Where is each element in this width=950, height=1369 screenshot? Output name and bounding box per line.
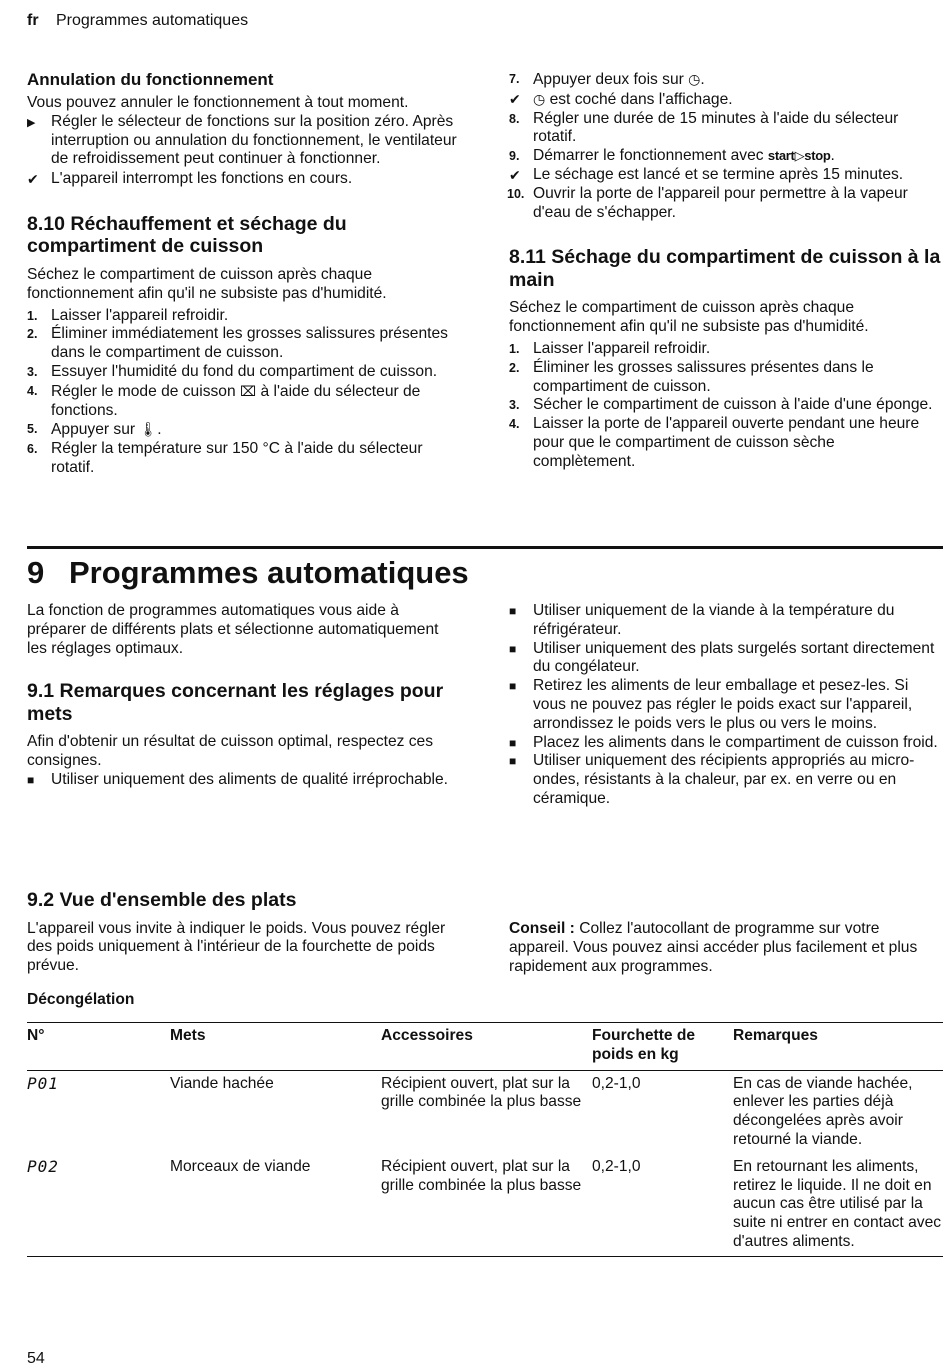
square-bullet-icon: ■ xyxy=(509,679,517,694)
section-9-1-intro: Afin d'obtenir un résultat de cuisson optimal, respectez ces consignes. xyxy=(27,733,434,770)
section-title-8-11: 8.11 Séchage du compartiment de cuisson à la main xyxy=(509,246,941,291)
table-row xyxy=(27,1154,943,1256)
section-9-2-intro: L'appareil vous invite à indiquer le poids. Vous pouvez régler des poids uniquement à l'intérieur de la fourchette de poids prévue. xyxy=(27,919,446,975)
clock-icon: ◷ xyxy=(533,90,546,107)
step-1: 1. Laisser l'appareil refroidir. xyxy=(27,306,229,324)
step-4: 4. Régler le mode de cuisson ⌧ à l'aide du sélecteur de fonctions. xyxy=(27,382,421,419)
right-column-middle xyxy=(509,602,941,809)
tip-label: Conseil : xyxy=(509,920,575,937)
tip-block xyxy=(509,920,941,976)
header-accessoires: Accessoires xyxy=(381,1023,592,1071)
list-item: ■ Utiliser uniquement des aliments de qualité irréprochable. xyxy=(27,770,448,788)
thermometer-icon: 🌡 xyxy=(139,421,158,438)
programs-table xyxy=(27,1022,943,1257)
section-title-8-10: 8.10 Réchauffement et séchage du compartiment de cuisson xyxy=(27,212,347,258)
step-2: 2. Éliminer les grosses salissures présentes dans le compartiment de cuisson. xyxy=(509,358,874,395)
drying-mode-icon: ⌧ xyxy=(239,382,257,399)
clock-icon: ◷ xyxy=(688,71,701,87)
step-5: 5. Appuyer sur 🌡. xyxy=(27,421,162,439)
section-8-11-intro: Séchez le compartiment de cuisson après chaque fonctionnement afin qu'il ne subsiste pas d'humidité. xyxy=(509,299,869,336)
chapter-rule xyxy=(27,546,943,549)
cell-accessoires: Récipient ouvert, plat sur la grille combinée la plus basse xyxy=(381,1074,582,1111)
annulation-step: ▶ Régler le sélecteur de fonctions sur la position zéro. Après interruption ou annulation du fonctionnement, le ventilateur de refroidissement peut continuer à fonctionner. xyxy=(27,112,457,168)
check-icon: ✔ xyxy=(27,171,39,188)
annulation-result: ✔ L'appareil interrompt les fonctions en cours. xyxy=(27,170,353,188)
page-number: 54 xyxy=(27,1350,45,1367)
check-icon: ✔ xyxy=(509,90,521,107)
right-column-top xyxy=(509,70,941,472)
section-title-annulation: Annulation du fonctionnement xyxy=(27,70,274,89)
left-column-bottom xyxy=(27,889,459,1010)
chapter-title xyxy=(27,555,469,591)
triangle-bullet-icon: ▶ xyxy=(27,116,36,129)
list-item: ■ Utiliser uniquement de la viande à la température du réfrigérateur. xyxy=(509,602,895,638)
cell-mets: Morceaux de viande xyxy=(170,1154,381,1256)
step-1: 1. Laisser l'appareil refroidir. xyxy=(509,339,711,357)
square-bullet-icon: ■ xyxy=(509,735,517,750)
chapter-number: 9 xyxy=(27,555,45,590)
step-9: 9. Démarrer le fonctionnement avec start▷stop. xyxy=(509,147,835,165)
cell-poids: 0,2-1,0 xyxy=(592,1154,733,1256)
step-9-result: ✔ Le séchage est lancé et se termine après 15 minutes. xyxy=(509,165,904,183)
step-3: 3. Sécher le compartiment de cuisson à l'aide d'une éponge. xyxy=(509,396,933,414)
step-4: 4. Laisser la porte de l'appareil ouverte pendant une heure pour que le compartiment de cuisson sèche complètement. xyxy=(509,415,920,470)
table-row xyxy=(27,1070,943,1154)
step-10: 10. Ouvrir la porte de l'appareil pour permettre à la vapeur d'eau de s'échapper. xyxy=(507,184,908,221)
program-code: P02 xyxy=(27,1154,170,1256)
step-8: 8. Régler une durée de 15 minutes à l'aide du sélecteur rotatif. xyxy=(509,109,899,146)
section-8-10-intro: Séchez le compartiment de cuisson après chaque fonctionnement afin qu'il ne subsiste pas d'humidité. xyxy=(27,265,387,302)
list-item: ■ Retirez les aliments de leur emballage et pesez-les. Si vous ne pouvez pas régler le poids exact sur l'appareil, arrondissez le poids vers le plus ou vers le moins. xyxy=(509,677,913,732)
header-title: Programmes automatiques xyxy=(56,12,249,29)
header-remarques: Remarques xyxy=(733,1023,943,1071)
left-column-middle xyxy=(27,602,459,790)
chapter-intro: La fonction de programmes automatiques vous aide à préparer de différents plats et sélectionne automatiquement les réglages optimaux. xyxy=(27,602,439,657)
section-title-9-2: 9.2 Vue d'ensemble des plats xyxy=(27,889,297,911)
square-bullet-icon: ■ xyxy=(509,641,517,656)
chapter-title-text: Programmes automatiques xyxy=(69,555,469,590)
square-bullet-icon: ■ xyxy=(509,604,517,618)
cell-poids: 0,2-1,0 xyxy=(592,1074,641,1092)
header-no: N° xyxy=(27,1023,170,1071)
cell-mets: Viande hachée xyxy=(170,1074,274,1092)
list-item: ■ Utiliser uniquement des plats surgelés sortant directement du congélateur. xyxy=(509,639,935,676)
header-language: fr xyxy=(27,12,39,29)
tip-text: Collez l'autocollant de programme sur votre appareil. Vous pouvez ainsi accéder plus facilement et plus rapidement aux programmes. xyxy=(509,920,918,975)
table-header-row xyxy=(27,1023,943,1071)
list-item: ■ Utiliser uniquement des récipients appropriés au micro-ondes, résistants à la chaleur, par ex. en verre ou en céramique. xyxy=(509,752,915,807)
square-bullet-icon: ■ xyxy=(509,754,517,769)
table-title: Décongélation xyxy=(27,990,135,1008)
check-icon: ✔ xyxy=(509,166,521,183)
cell-remarques: En retournant les aliments, retirez le liquide. Il ne doit en aucun cas être utilisé par la suite ni entrer en contact avec d'autres aliments. xyxy=(733,1154,943,1256)
annulation-intro: Vous pouvez annuler le fonctionnement à tout moment. xyxy=(27,94,409,111)
program-code: P01 xyxy=(27,1073,59,1093)
step-7-result: ✔ ◷ est coché dans l'affichage. xyxy=(509,90,733,108)
step-2: 2. Éliminer immédiatement les grosses salissures présentes dans le compartiment de cuisson. xyxy=(27,325,448,362)
start-stop-icon: start▷stop xyxy=(767,148,831,164)
square-bullet-icon: ■ xyxy=(27,772,35,787)
cell-remarques: En cas de viande hachée, enlever les parties déjà décongelées après avoir retourné la viande. xyxy=(733,1074,913,1148)
section-title-9-1: 9.1 Remarques concernant les réglages pour mets xyxy=(27,680,444,725)
header-mets: Mets xyxy=(170,1023,381,1071)
left-column-top xyxy=(27,70,459,478)
step-3: 3. Essuyer l'humidité du fond du compartiment de cuisson. xyxy=(27,362,438,380)
step-7: 7. Appuyer deux fois sur ◷. xyxy=(509,71,705,88)
list-item: ■ Placez les aliments dans le compartiment de cuisson froid. xyxy=(509,733,938,751)
header-poids: Fourchette de poids en kg xyxy=(592,1023,733,1071)
step-6: 6. Régler la température sur 150 °C à l'aide du sélecteur rotatif. xyxy=(27,440,423,476)
cell-accessoires: Récipient ouvert, plat sur la grille combinée la plus basse xyxy=(381,1154,592,1256)
